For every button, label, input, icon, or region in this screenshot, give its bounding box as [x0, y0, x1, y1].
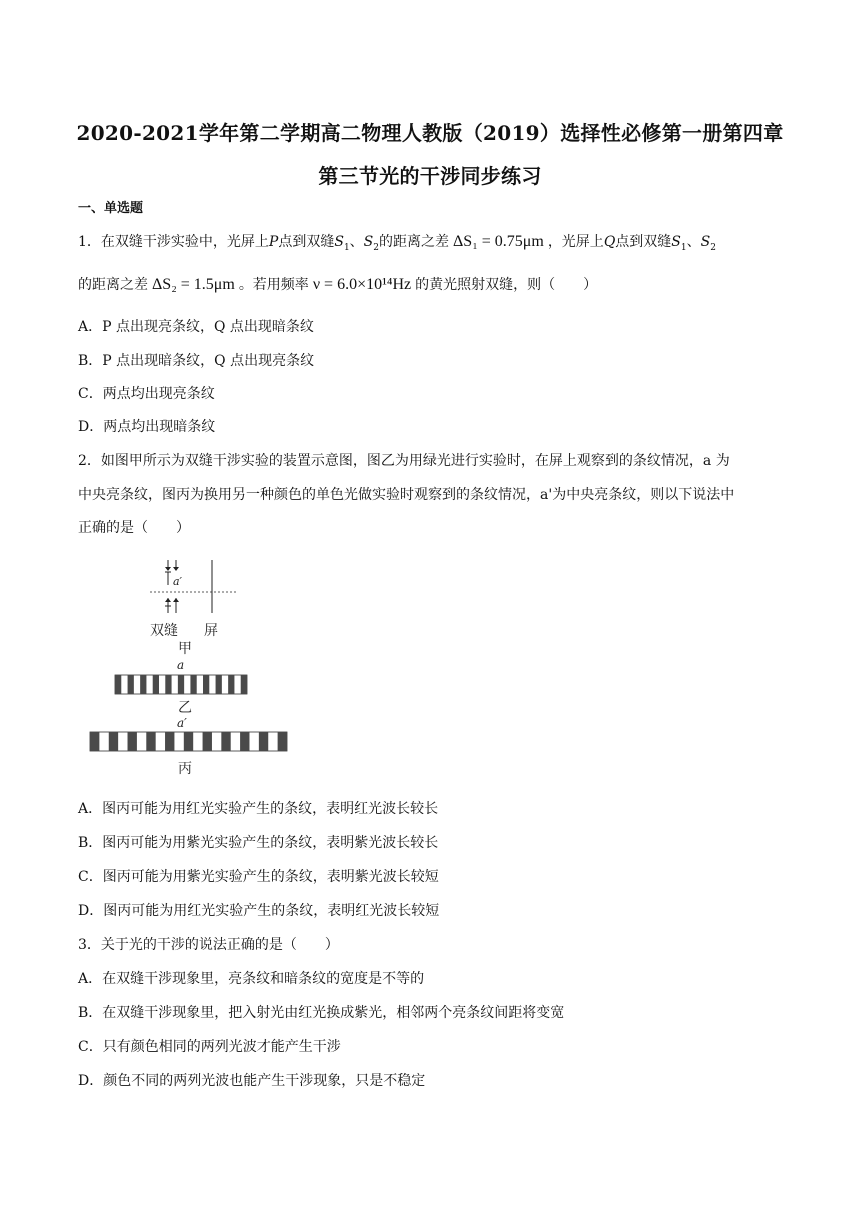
- dark-fringe: [259, 732, 268, 751]
- page-title-line1: 2020-2021学年第二学期高二物理人教版（2019）选择性必修第一册第四章: [76, 121, 784, 145]
- q1-text-a: 在双缝干涉实验中，光屏上: [100, 234, 269, 250]
- q2-option-b: B．图丙可能为用紫光实验产生的条纹，表明紫光波长较长: [78, 835, 439, 851]
- q1-text-h: 的黄光照射双缝，则（ ）: [415, 277, 598, 293]
- fringe-pattern-yi: [115, 675, 247, 694]
- q1-text-e: 点到双缝: [615, 234, 672, 250]
- q1-sep: 、: [349, 234, 364, 250]
- q2-option-d: D．图丙可能为用红光实验产生的条纹，表明红光波长较短: [78, 903, 440, 919]
- q1-s2b-sub: 2: [710, 242, 716, 253]
- section-heading: 一、单选题: [78, 201, 144, 216]
- fig-label-screen: 屏: [204, 623, 218, 639]
- q2-option-a: A．图丙可能为用红光实验产生的条纹，表明红光波长较长: [78, 801, 439, 817]
- q1-option-b: B．P 点出现暗条纹，Q 点出现亮条纹: [78, 353, 315, 369]
- dark-fringe: [140, 675, 146, 694]
- q1-text-c: 的距离之差: [379, 234, 449, 250]
- q1-option-a: A．P 点出现亮条纹，Q 点出现暗条纹: [78, 319, 314, 335]
- dark-fringe: [240, 732, 249, 751]
- q1-option-d: D．两点均出现暗条纹: [78, 419, 216, 435]
- question-1-line1: [78, 231, 716, 253]
- q1-text-f: 的距离之差: [78, 277, 148, 293]
- dark-fringe: [115, 675, 121, 694]
- q1-option-c: C．两点均出现亮条纹: [78, 386, 215, 402]
- q3-option-c: C．只有颜色相同的两列光波才能产生干涉: [78, 1039, 341, 1055]
- fringe-pattern-bing: [90, 732, 287, 751]
- fig-label-bing: 丙: [178, 761, 192, 777]
- q1-equation-3: ν = 6.0×10¹⁴Hz: [312, 276, 412, 293]
- q1-text-g: 。若用频率: [238, 277, 309, 293]
- fig-label-a: a: [177, 658, 185, 672]
- q2-option-c: C．图丙可能为用紫光实验产生的条纹，表明紫光波长较短: [78, 869, 439, 885]
- q1-point-q: Q: [603, 234, 616, 250]
- q1-s1b-sub: 1: [680, 242, 687, 253]
- apparatus-diagram: [150, 560, 238, 657]
- q1-sepb: 、: [686, 234, 701, 250]
- fig-label-yi: 乙: [178, 700, 192, 716]
- dark-fringe: [184, 732, 193, 751]
- q3-option-d: D．颜色不同的两列光波也能产生干涉现象，只是不稳定: [78, 1073, 426, 1089]
- q1-s1-sub: 1: [343, 242, 350, 253]
- q1-s2b: S: [700, 234, 711, 250]
- dark-fringe: [221, 732, 230, 751]
- q1-text-d: ，光屏上: [547, 234, 604, 250]
- q1-equation-2: ΔS₂ = 1.5μm: [152, 276, 235, 293]
- dark-fringe: [128, 732, 137, 751]
- dark-fringe: [190, 675, 196, 694]
- q1-text-b: 点到双缝: [278, 234, 335, 250]
- dark-fringe: [153, 675, 159, 694]
- question-3-line1: 3．关于光的干涉的说法正确的是（ ）: [78, 937, 339, 953]
- dark-fringe: [109, 732, 118, 751]
- q3-option-b: B．在双缝干涉现象里，把入射光由红光换成紫光，相邻两个亮条纹间距将变宽: [78, 1005, 565, 1021]
- dark-fringe: [278, 732, 287, 751]
- dark-fringe: [203, 675, 209, 694]
- dark-fringe: [128, 675, 134, 694]
- q1-s2-sub: 2: [373, 242, 379, 253]
- fig-label-slits: 双缝: [150, 623, 178, 639]
- dark-fringe: [241, 675, 247, 694]
- question-1-line2: [78, 274, 597, 294]
- interference-figure: [88, 555, 298, 780]
- question-2-line1: 2．如图甲所示为双缝干涉实验的装置示意图，图乙为用绿光进行实验时，在屏上观察到的条纹情况，a 为: [78, 453, 730, 469]
- fig-a-prime-top: a′: [173, 575, 183, 588]
- dark-fringe: [90, 732, 99, 751]
- fig-label-a-prime: a′: [177, 716, 187, 730]
- dark-fringe: [165, 732, 174, 751]
- dark-fringe: [165, 675, 171, 694]
- dark-fringe: [203, 732, 212, 751]
- q1-point-p: P: [268, 234, 279, 250]
- q1-equation-1: ΔS₁ = 0.75μm: [453, 233, 544, 250]
- dark-fringe: [216, 675, 222, 694]
- fig-label-jia: 甲: [178, 641, 192, 657]
- question-2-line2: 中央亮条纹，图丙为换用另一种颜色的单色光做实验时观察到的条纹情况，a'为中央亮条纹，则以下说法中: [78, 487, 735, 503]
- q3-option-a: A．在双缝干涉现象里，亮条纹和暗条纹的宽度是不等的: [78, 971, 425, 987]
- dark-fringe: [146, 732, 155, 751]
- dark-fringe: [228, 675, 234, 694]
- q1-s1b: S: [671, 234, 681, 250]
- q1-s2: S: [363, 234, 374, 250]
- page-title-line2: 第三节光的干涉同步练习: [318, 164, 542, 188]
- q1-number: 1．: [78, 234, 101, 250]
- q1-s1: S: [334, 234, 344, 250]
- dark-fringe: [178, 675, 184, 694]
- question-2-line3: 正确的是（ ）: [78, 520, 190, 536]
